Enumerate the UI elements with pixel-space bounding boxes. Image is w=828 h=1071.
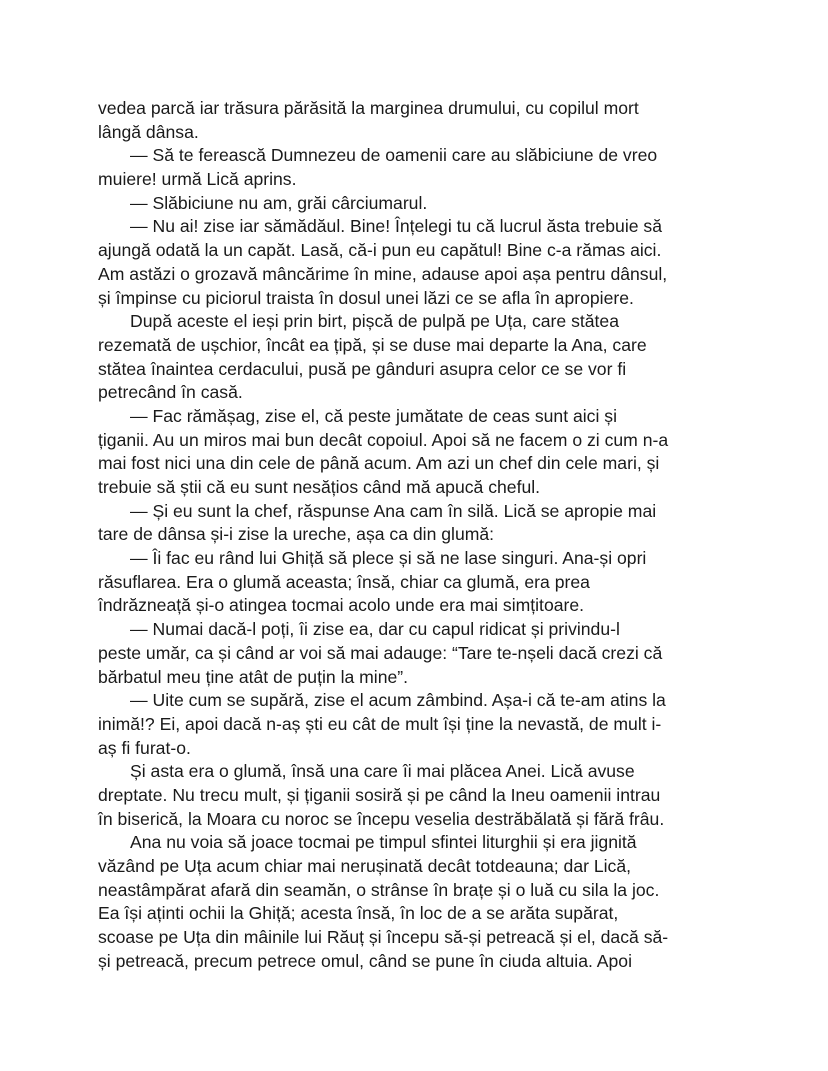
text-line: aș fi furat-o. (98, 737, 191, 758)
text-line: și împinse cu piciorul traista în dosul unei lăzi ce se afla în apropiere. (98, 287, 634, 308)
text-line: ajungă odată la un capăt. Lasă, că-i pun eu capătul! Bine c-a rămas aici. (98, 240, 662, 261)
text-line: vedea parcă iar trăsura părăsită la marginea drumului, cu copilul mort (98, 98, 639, 118)
text-line: — Numai dacă-l poți, îi zise ea, dar cu capul ridicat și privindu-l (130, 619, 620, 640)
text-line: petrecând în casă. (98, 382, 243, 403)
text-line: și petreacă, precum petrece omul, când se pune în ciuda altuia. Apoi (98, 950, 632, 971)
text-line: — Și eu sunt la chef, răspunse Ana cam în silă. Lică se apropie mai (130, 500, 657, 521)
text-line: Am astăzi o grozavă mâncărime în mine, adause apoi așa pentru dânsul, (98, 263, 668, 284)
text-line: îndrăzneață și-o atingea tocmai acolo unde era mai simțitoare. (98, 595, 585, 616)
text-body (98, 97, 738, 973)
text-line: mai fost nici una din cele de până acum. Am azi un chef din cele mari, și (98, 453, 660, 474)
text-line: lângă dânsa. (98, 121, 199, 142)
text-line: Ana nu voia să joace tocmai pe timpul sfintei liturghii și era jignită (130, 832, 637, 853)
text-line: în biserică, la Moara cu noroc se începu veselia destrăbălată și fără frâu. (98, 808, 665, 829)
text-line: După aceste el ieși prin birt, pișcă de pulpă pe Uța, care stătea (130, 311, 619, 332)
text-line: neastâmpărat afară din seamăn, o strânse în brațe și o luă cu sila la joc. (98, 879, 660, 900)
document-page (98, 97, 738, 973)
text-line: stătea înaintea cerdacului, pusă pe gânduri asupra celor ce se vor fi (98, 358, 627, 379)
text-line: rezemată de ușchior, încât ea țipă, și se duse mai departe la Ana, care (98, 334, 647, 355)
text-line: Și asta era o glumă, însă una care îi mai plăcea Anei. Lică avuse (130, 761, 635, 782)
text-line: scoase pe Uța din mâinile lui Răuț și începu să-și petreacă și el, dacă să- (98, 927, 669, 948)
text-line: țiganii. Au un miros mai bun decât copoiul. Apoi să ne facem o zi cum n-a (98, 429, 669, 450)
text-line: Ea își aținti ochii la Ghiță; acesta însă, în loc de a se arăta supărat, (98, 903, 619, 924)
text-line: — Slăbiciune nu am, grăi cârciumarul. (130, 192, 428, 213)
text-line: — Să te ferească Dumnezeu de oamenii care au slăbiciune de vreo (130, 145, 658, 166)
text-line: muiere! urmă Lică aprins. (98, 169, 297, 190)
text-line: tare de dânsa și-i zise la ureche, așa ca din glumă: (98, 524, 495, 545)
text-line: răsuflarea. Era o glumă aceasta; însă, chiar ca glumă, era prea (98, 571, 590, 592)
text-line: — Fac rămășag, zise el, că peste jumătate de ceas sunt aici și (130, 405, 617, 426)
text-line: bărbatul meu ține atât de puțin la mine”. (98, 666, 409, 687)
text-line: văzând pe Uța acum chiar mai nerușinată decât totdeauna; dar Lică, (98, 856, 632, 876)
text-line: — Uite cum se supără, zise el acum zâmbind. Așa-i că te-am atins la (130, 690, 666, 711)
text-line: peste umăr, ca și când ar voi să mai adauge: “Tare te-nșeli dacă crezi că (98, 642, 663, 663)
text-line: inimă!? Ei, apoi dacă n-aș ști eu cât de mult își ține la nevastă, de mult i- (98, 713, 662, 734)
text-line: — Nu ai! zise iar sămădăul. Bine! Înțelegi tu că lucrul ăsta trebuie să (130, 216, 662, 237)
text-line: — Îi fac eu rând lui Ghiță să plece și să ne lase singuri. Ana-și opri (130, 548, 647, 569)
text-line: dreptate. Nu trecu mult, și țiganii sosiră și pe când la Ineu oamenii intrau (98, 784, 661, 805)
text-line: trebuie să știi că eu sunt nesățios când mă apucă cheful. (98, 477, 541, 497)
